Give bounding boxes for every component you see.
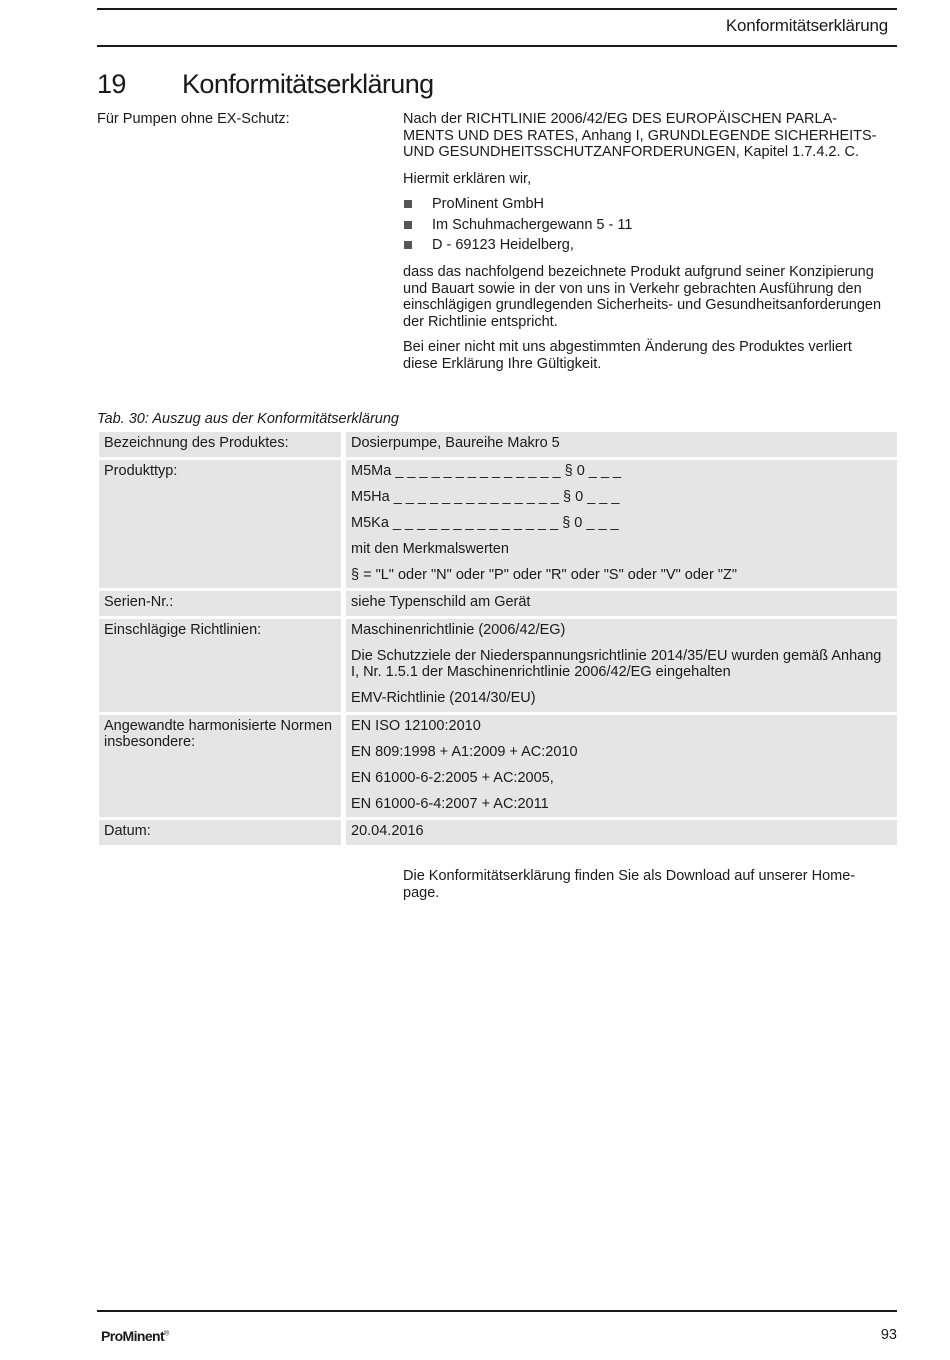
conformity-table bbox=[99, 432, 897, 848]
row-value: EN ISO 12100:2010 EN 809:1998 + A1:2009 + AC:2010 EN 61000-6-2:2005 + AC:2005, EN 61000-6-4:2007 + AC:2011 bbox=[346, 715, 897, 818]
intro-line: UND GESUNDHEITSSCHUTZANFORDERUNGEN, Kapitel 1.7.4.2. C. bbox=[403, 144, 860, 160]
chapter-number: 19 bbox=[97, 69, 126, 99]
hiermit-paragraph: Hiermit erklären wir, bbox=[403, 171, 532, 187]
table-caption: Tab. 30: Auszug aus der Konformitätserklärung bbox=[97, 411, 399, 427]
address-item: D - 69123 Heidelberg, bbox=[403, 237, 898, 258]
chapter-title: Konformitätserklärung bbox=[182, 69, 434, 99]
intro-line: Nach der RICHTLINIE 2006/42/EG DES EUROPÄISCHEN PARLA- bbox=[403, 111, 838, 127]
table-row bbox=[99, 432, 897, 457]
row-label: Serien-Nr.: bbox=[99, 591, 341, 616]
download-note: Die Konformitätserklärung finden Sie als Download auf unserer Home- page. bbox=[403, 868, 856, 901]
side-label: Für Pumpen ohne EX-Schutz: bbox=[97, 111, 290, 127]
address-list bbox=[403, 196, 898, 258]
row-value: Maschinenrichtlinie (2006/42/EG) Die Schutzziele der Niederspannungsrichtlinie 2014/35/EU wurden gemäß Anhang I, Nr. 1.5.1 der Maschinenrichtlinie 2006/42/EG eingehalten EMV-Richtlinie (2014/30/EU) bbox=[346, 619, 897, 712]
running-header-title: Konformitätserklärung bbox=[725, 16, 888, 35]
table-row bbox=[99, 591, 897, 616]
row-label: Bezeichnung des Produktes: bbox=[99, 432, 341, 457]
row-label: Produkttyp: bbox=[99, 460, 341, 589]
table-row bbox=[99, 820, 897, 845]
address-item: Im Schuhmachergewann 5 - 11 bbox=[403, 217, 898, 238]
row-value: 20.04.2016 bbox=[346, 820, 897, 845]
header-rule-top bbox=[97, 8, 897, 10]
prominent-logo: ProMinent® bbox=[101, 1328, 169, 1344]
validity-paragraph: Bei einer nicht mit uns abgestimmten Änderung des Produktes verliert diese Erklärung Ihre Gültigkeit. bbox=[403, 339, 852, 372]
row-label: Angewandte harmonisierte Normen insbesondere: bbox=[99, 715, 341, 818]
page-number: 93 bbox=[880, 1327, 897, 1343]
address-item: ProMinent GmbH bbox=[403, 196, 898, 217]
row-value: Dosierpumpe, Baureihe Makro 5 bbox=[346, 432, 897, 457]
table-row bbox=[99, 715, 897, 818]
row-label: Einschlägige Richtlinien: bbox=[99, 619, 341, 712]
header-rule-bottom bbox=[97, 45, 897, 47]
footer-rule bbox=[97, 1310, 897, 1312]
row-value: siehe Typenschild am Gerät bbox=[346, 591, 897, 616]
square-bullet-icon bbox=[404, 241, 412, 249]
row-value: M5Ma _ _ _ _ _ _ _ _ _ _ _ _ _ _ § 0 _ _ _ M5Ha _ _ _ _ _ _ _ _ _ _ _ _ _ _ § 0 _ _ _ M5Ka _ _ _ _ _ _ _ _ _ _ _ _ _ _ § 0 _ _ _ mit den Merkmalswerten § = "L" oder "N" oder "P" oder "R" oder "S" oder "V" oder "Z" bbox=[346, 460, 897, 589]
square-bullet-icon bbox=[404, 200, 412, 208]
intro-line: MENTS UND DES RATES, Anhang I, GRUNDLEGENDE SICHERHEITS- bbox=[403, 127, 877, 144]
row-label: Datum: bbox=[99, 820, 341, 845]
square-bullet-icon bbox=[404, 221, 412, 229]
table-row bbox=[99, 619, 897, 712]
table-row bbox=[99, 460, 897, 589]
chapter-heading bbox=[97, 69, 434, 100]
intro-paragraph bbox=[403, 111, 898, 161]
conformity-paragraph: dass das nachfolgend bezeichnete Produkt aufgrund seiner Konzipierung und Bauart sowie in der von uns in Verkehr gebrachten Ausführung den einschlägigen grundlegenden Sicherheits- und Gesundheitsanforderungen der Richtlinie entspricht. bbox=[403, 264, 882, 330]
